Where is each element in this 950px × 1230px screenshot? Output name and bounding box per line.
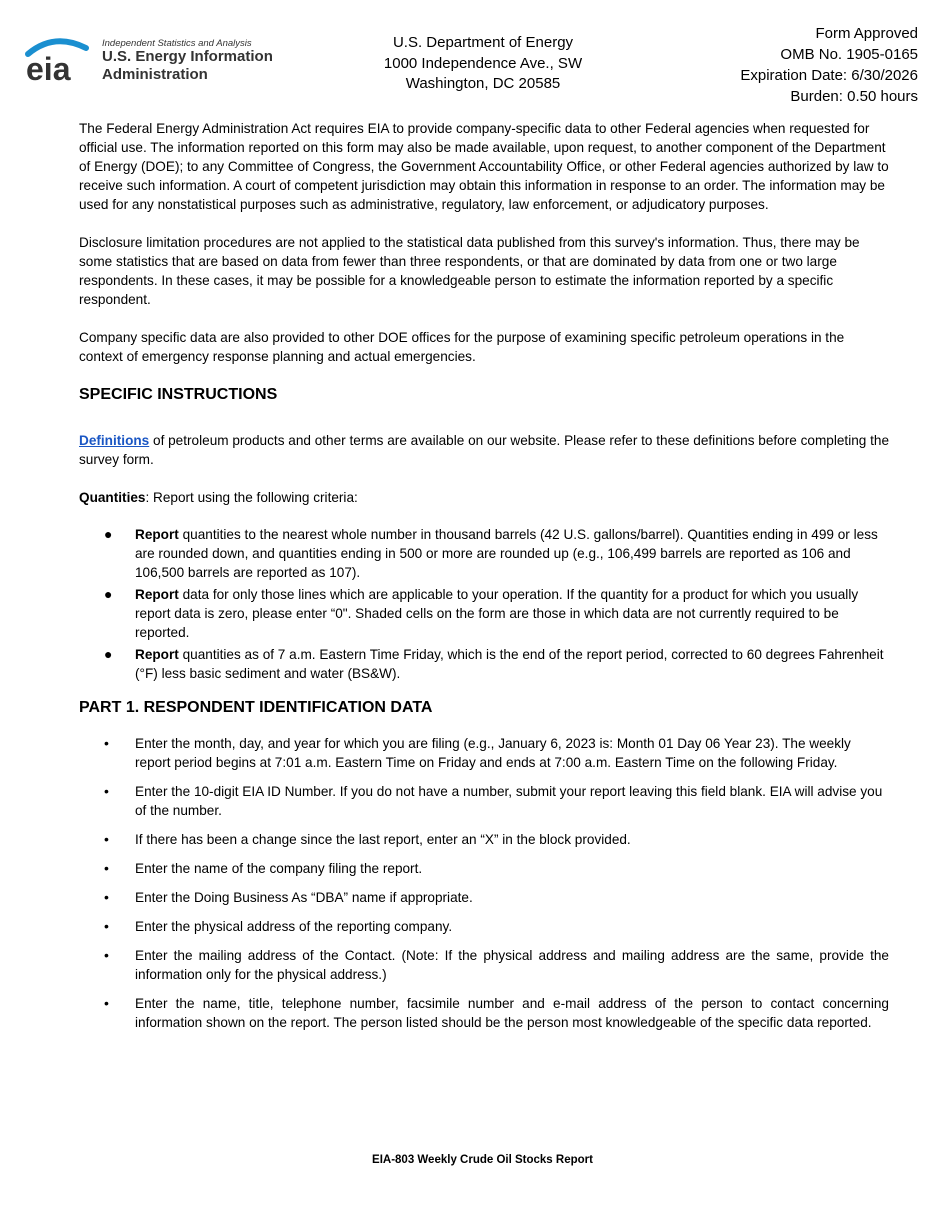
form-approval-block [740,23,918,107]
part1-list [79,734,889,1032]
list-item [79,917,889,936]
quantities-list [79,525,889,683]
bullet-icon: • [104,783,109,799]
report-label: Report [135,647,179,662]
list-item [79,782,889,820]
logo-name-line2: Administration [102,66,208,83]
list-item-text: quantities as of 7 a.m. Eastern Time Friday, which is the end of the report period, corrected to 60 degrees Fahrenheit (°F) less basic sediment and water (BS&W). [135,647,884,681]
list-item [79,994,889,1032]
document-body [79,119,889,1042]
bullet-icon: • [104,995,109,1011]
list-item-text: Enter the mailing address of the Contact. (Note: If the physical address and mailing address are the same, provide the information only for the physical address.) [135,948,889,982]
paragraph-disclosure-agencies: The Federal Energy Administration Act requires EIA to provide company-specific data to other Federal agencies when requested for official use. The information reported on this form may also be made available, upon request, to another component of the Department of Energy (DOE); to any Committee of Congress, the Government Accountability Office, or other Federal agencies authorized by law to receive such information. A court of competent jurisdiction may obtain this information in response to an order. The information may be used for any nonstatistical purposes such as administrative, regulatory, law enforcement, or adjudicatory purposes. [79,121,889,212]
list-item-text: Enter the name of the company filing the report. [135,861,423,876]
list-item-text: Enter the month, day, and year for which you are filing (e.g., January 6, 2023 is: Month 01 Day 06 Year 23). The weekly report period begins at 7:01 a.m. Eastern Time on Friday and ends at 7:00 a.m. Eastern Time on the following Friday. [135,736,851,770]
bullet-icon: • [104,831,109,847]
list-item-text: Enter the physical address of the reporting company. [135,919,453,934]
paragraph-doe-offices: Company specific data are also provided to other DOE offices for the purpose of examining specific petroleum operations in the context of emergency response planning and actual emergencies. [79,330,845,364]
bullet-icon: ● [104,526,113,542]
logo-name [102,48,273,84]
approval-line: Burden: 0.50 hours [790,88,918,105]
definitions-link[interactable]: Definitions [79,433,150,448]
page-header [0,0,950,110]
bullet-icon: ● [104,586,113,602]
bullet-icon: • [104,947,109,963]
list-item [79,859,889,878]
bullet-icon: • [104,889,109,905]
specific-instructions-heading: SPECIFIC INSTRUCTIONS [79,386,278,403]
page-footer: EIA-803 Weekly Crude Oil Stocks Report [372,1154,593,1166]
list-item-text: Enter the 10-digit EIA ID Number. If you do not have a number, submit your report leaving this field blank. EIA will advise you of the number. [135,784,883,818]
list-item-text: data for only those lines which are applicable to your operation. If the quantity for a product for which you usually report data is zero, please enter “0". Shaded cells on the form are those in which data are not currently required to be reported. [135,587,859,640]
bullet-icon: • [104,860,109,876]
list-item [79,888,889,907]
logo-mark-text: eia [26,51,71,86]
list-item-text: quantities to the nearest whole number in thousand barrels (42 U.S. gallons/barrel). Quantities ending in 499 or less are rounded down, and quantities ending in 500 or more are rounded up (e.g., 106,499 barrels are reported as 106 and 106,500 barrels are reported as 107). [135,527,878,580]
report-label: Report [135,587,179,602]
bullet-icon: • [104,918,109,934]
logo-name-line1: U.S. Energy Information [102,48,273,65]
list-item-text: Enter the Doing Business As “DBA” name if appropriate. [135,890,473,905]
list-item [79,645,889,683]
definitions-text: of petroleum products and other terms are available on our website. Please refer to these definitions before completing the survey form. [79,433,890,467]
quantities-text: : Report using the following criteria: [145,490,358,505]
list-item-text: Enter the name, title, telephone number, facsimile number and e-mail address of the person to contact concerning information shown on the report. The person listed should be the person most knowledgeable of the specific data reported. [135,996,889,1030]
part1-heading: PART 1. RESPONDENT IDENTIFICATION DATA [79,699,433,716]
quantities-label: Quantities [79,490,146,505]
approval-line: OMB No. 1905-0165 [780,46,918,63]
dept-line: U.S. Department of Energy [392,34,574,51]
paragraph-disclosure-limitation: Disclosure limitation procedures are not applied to the statistical data published from this survey's information. Thus, there may be some statistics that are based on data from fewer than three respondents, or that are dominated by data from one or two large respondents. In these cases, it may be possible for a knowledgeable person to estimate the information reported by a specific respondent. [79,235,860,307]
dept-line: Washington, DC 20585 [405,75,561,92]
list-item [79,525,889,582]
list-item [79,830,889,849]
logo-tagline: Independent Statistics and Analysis [102,38,252,49]
bullet-icon: • [104,735,109,751]
report-label: Report [135,527,179,542]
list-item [79,946,889,984]
department-address [360,33,606,95]
approval-line: Form Approved [815,25,918,42]
dept-line: 1000 Independence Ave., SW [383,54,583,72]
eia-logo [24,36,294,86]
list-item [79,585,889,642]
bullet-icon: ● [104,646,113,662]
list-item [79,734,889,772]
definitions-paragraph [79,431,889,469]
approval-line: Expiration Date: 6/30/2026 [740,67,918,84]
eia-logo-mark [24,36,100,86]
quantities-paragraph [79,488,889,507]
list-item-text: If there has been a change since the last report, enter an “X” in the block provided. [135,832,631,847]
